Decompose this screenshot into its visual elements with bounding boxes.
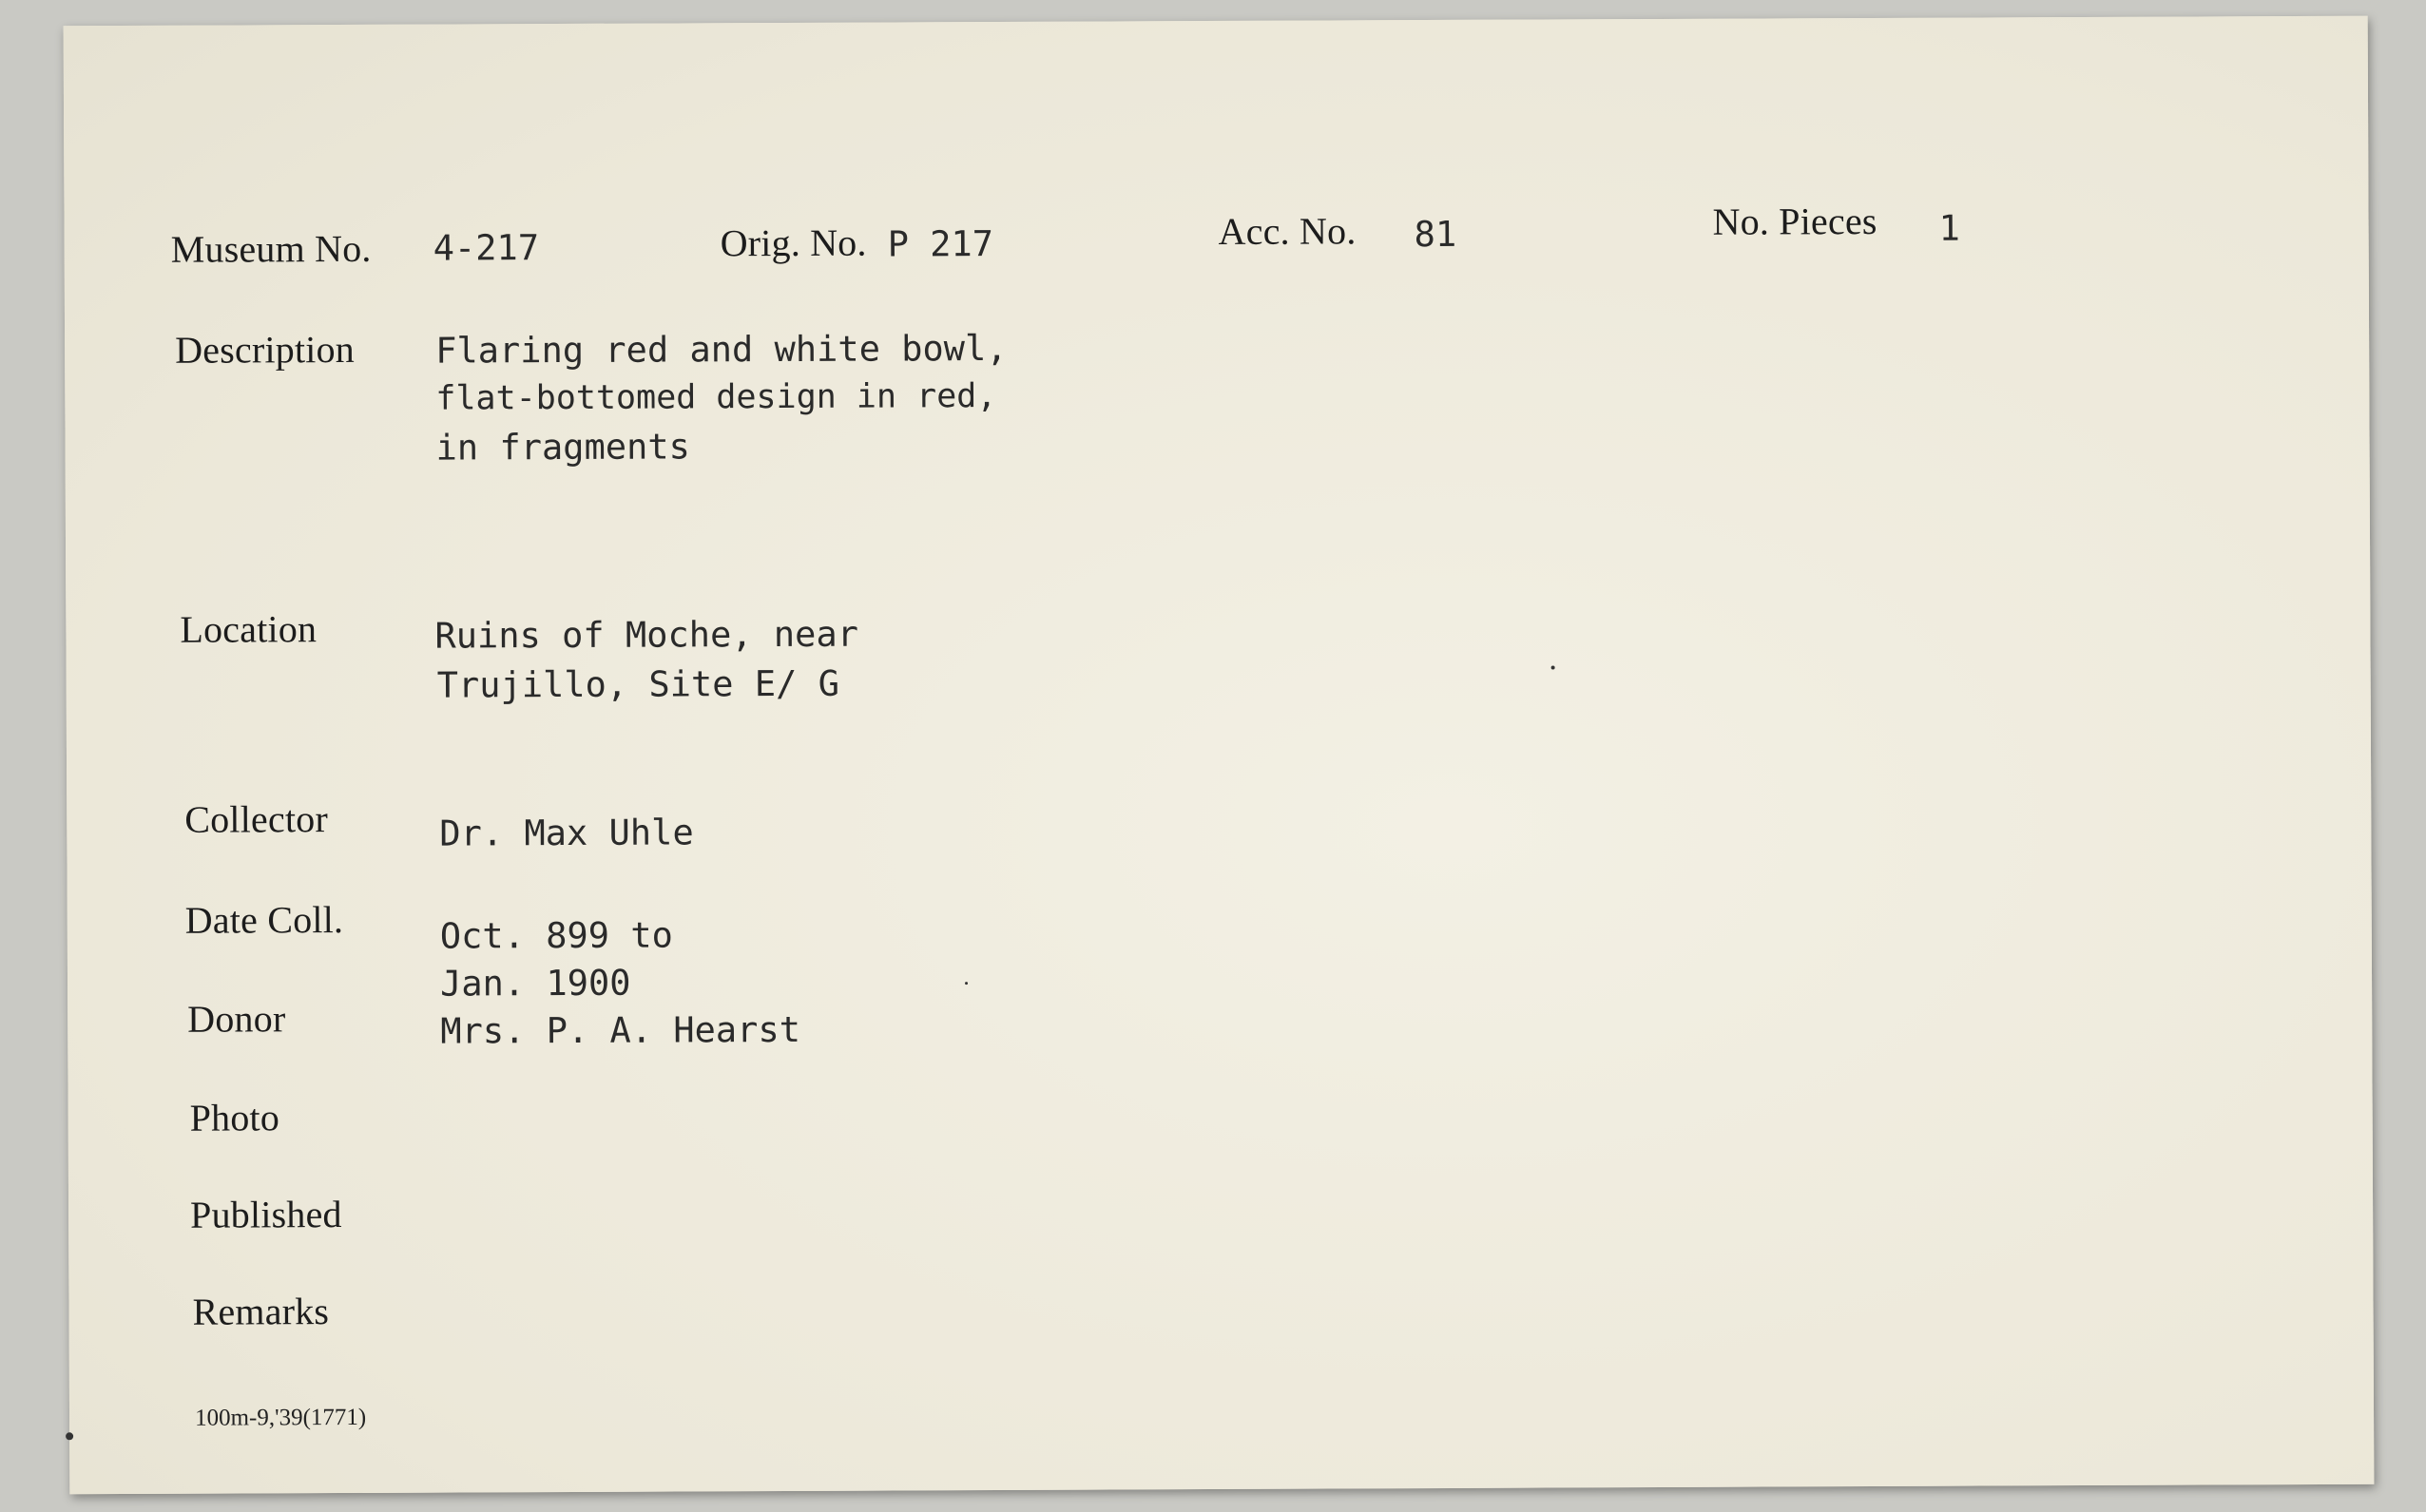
acc-no-label: Acc. No. xyxy=(1218,209,1357,253)
location-label: Location xyxy=(180,607,318,651)
date-coll-line-1: Oct. 899 to xyxy=(439,914,673,957)
ink-speck xyxy=(965,982,968,985)
no-pieces-label: No. Pieces xyxy=(1712,199,1877,243)
donor-value: Mrs. P. A. Hearst xyxy=(440,1008,801,1052)
description-line-1: Flaring red and white bowl, xyxy=(435,327,1008,372)
acc-no-value: 81 xyxy=(1414,213,1457,256)
orig-no-value: P 217 xyxy=(887,223,994,265)
description-line-3: in fragments xyxy=(435,426,690,469)
location-line-2: Trujillo, Site E/ G xyxy=(436,662,840,706)
date-coll-label: Date Coll. xyxy=(184,898,344,942)
description-line-2: flat-bottomed design in red, xyxy=(435,377,997,418)
collector-value: Dr. Max Uhle xyxy=(439,812,694,854)
collector-label: Collector xyxy=(184,797,329,841)
location-line-1: Ruins of Moche, near xyxy=(434,613,859,657)
ink-speck xyxy=(1551,665,1555,669)
museum-no-label: Museum No. xyxy=(170,226,372,271)
donor-label: Donor xyxy=(187,997,286,1041)
published-label: Published xyxy=(190,1193,342,1236)
date-coll-line-2: Jan. 1900 xyxy=(439,962,631,1005)
museum-no-value: 4-217 xyxy=(433,227,540,269)
orig-no-label: Orig. No. xyxy=(720,220,867,265)
catalog-card xyxy=(64,16,2375,1495)
ink-speck xyxy=(66,1432,73,1440)
remarks-label: Remarks xyxy=(192,1290,330,1333)
description-label: Description xyxy=(175,327,356,372)
no-pieces-value: 1 xyxy=(1938,207,1960,249)
photo-label: Photo xyxy=(189,1096,280,1139)
print-code: 100m-9,'39(1771) xyxy=(194,1404,367,1431)
